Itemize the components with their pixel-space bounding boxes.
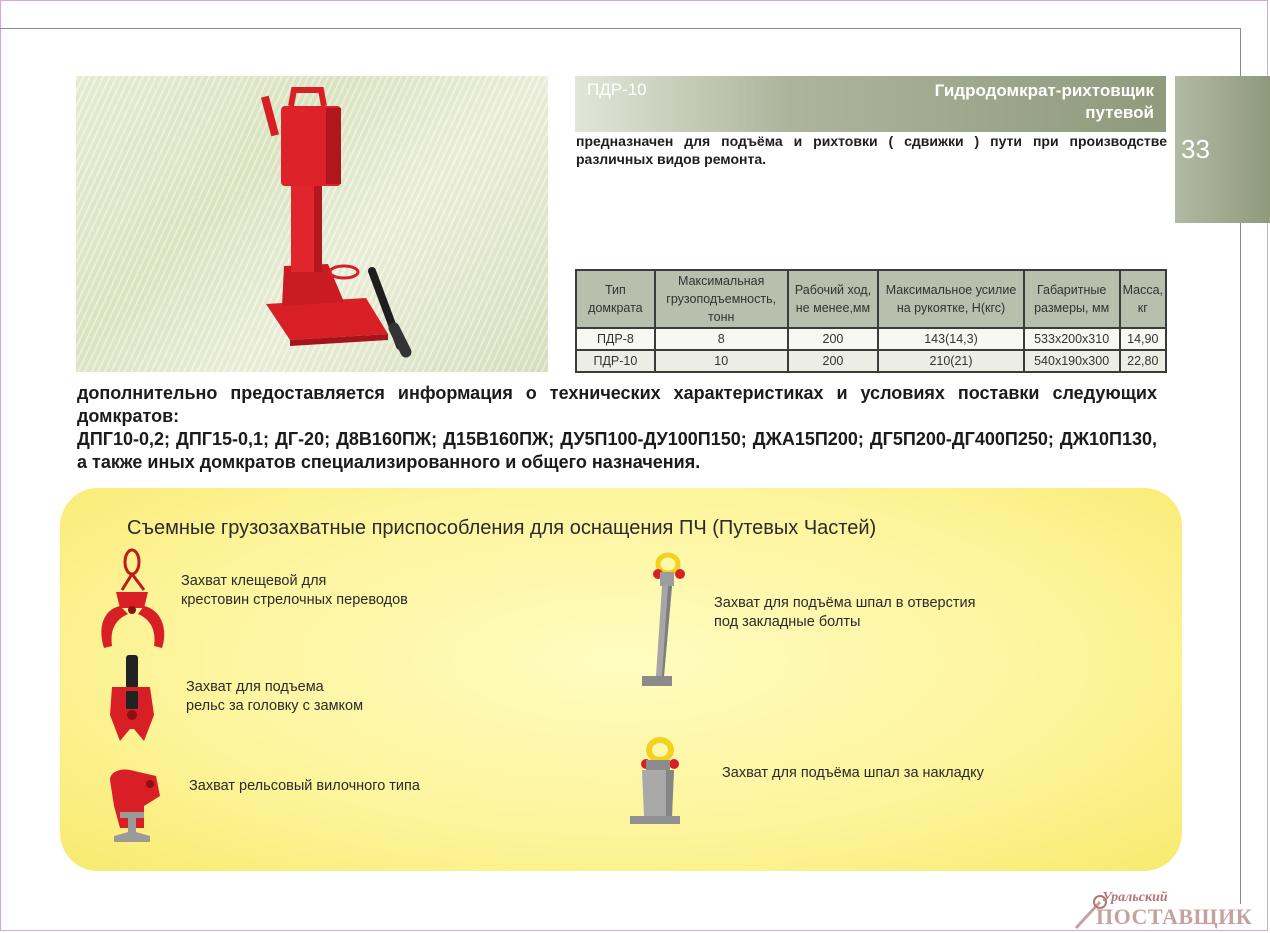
table-cell: 200 (788, 350, 879, 372)
table-cell: 14,90 (1120, 328, 1166, 350)
grip-label-line: под закладные болты (714, 614, 861, 630)
grip-label-fork: Захват рельсовый вилочного типа (189, 778, 420, 794)
column-header: Габаритные размеры, мм (1024, 270, 1120, 328)
table-row (576, 328, 1166, 350)
product-title-line1: Гидродомкрат-рихтовщик (934, 81, 1154, 100)
grip-label-sleeper-bolt (714, 594, 975, 632)
grip-label-line: крестовин стрелочных переводов (181, 592, 408, 608)
grip-label-line: Захват для подъема (186, 679, 324, 695)
page-tab (1175, 76, 1270, 223)
table-cell: ПДР-10 (576, 350, 655, 372)
additional-info-text: дополнительно предоставляется информация о технических характеристиках и условиях поставки следующих домкратов: (77, 383, 1157, 426)
column-header: Максимальное усилие на рукоятке, Н(кгс) (878, 270, 1023, 328)
table-cell: 22,80 (1120, 350, 1166, 372)
table-cell: ПДР-8 (576, 328, 655, 350)
sleeper-overlay-grip-icon (626, 736, 686, 828)
grip-label-line: Захват для подъёма шпал в отверстия (714, 595, 976, 611)
product-title-line2: путевой (1085, 103, 1154, 122)
column-header: Масса, кг (1120, 270, 1166, 328)
spec-table (575, 269, 1167, 373)
table-row (576, 350, 1166, 372)
model-code: ПДР-10 (587, 80, 647, 99)
grip-label-line: рельс за головку с замком (186, 698, 364, 714)
hydraulic-jack-illustration (76, 76, 548, 372)
column-header: Тип домкрата (576, 270, 655, 328)
column-header: Максимальная грузоподъемность, тонн (655, 270, 788, 328)
grip-label-line: Захват клещевой для (181, 573, 327, 589)
table-cell: 533х200х310 (1024, 328, 1120, 350)
table-cell: 210(21) (878, 350, 1023, 372)
grip-label-pincer (181, 572, 408, 610)
grip-label-sleeper-overlay: Захват для подъёма шпал за накладку (722, 765, 984, 781)
product-description: предназначен для подъёма и рихтовки ( сдвижки ) пути при производстве различных видов ремонта. (576, 133, 1167, 167)
table-cell: 143(14,3) (878, 328, 1023, 350)
column-header: Рабочий ход, не менее,мм (788, 270, 879, 328)
table-cell: 8 (655, 328, 788, 350)
grip-label-rail-head (186, 678, 363, 716)
rail-head-grip-icon (104, 653, 160, 745)
brand-logo (1070, 888, 1270, 933)
table-cell: 10 (655, 350, 788, 372)
table-header-row (576, 270, 1166, 328)
grips-section-title: Съемные грузозахватные приспособления для оснащения ПЧ (Путевых Частей) (127, 517, 877, 539)
jack-models-list: ДПГ10-0,2; ДПГ15-0,1; ДГ-20; Д8В160ПЖ; Д15В160ПЖ; ДУ5П100-ДУ100П150; ДЖА15П200; ДГ5П200-ДГ400П250; ДЖ10П130, а также иных домкратов специализированного и общего назначения. (77, 429, 1157, 472)
product-title-bar (575, 76, 1166, 132)
pincer-grip-icon (96, 548, 172, 652)
table-cell: 200 (788, 328, 879, 350)
logo-text-bottom: ПОСТАВЩИК (1096, 904, 1253, 929)
fork-rail-grip-icon (100, 766, 166, 846)
product-photo (76, 76, 548, 372)
additional-info-block (77, 382, 1157, 474)
sleeper-bolt-grip-icon (634, 552, 694, 692)
table-cell: 540х190х300 (1024, 350, 1120, 372)
logo-text-top: Уральский (1102, 890, 1168, 905)
page-number: 33 (1181, 134, 1210, 164)
product-title (854, 80, 1154, 124)
